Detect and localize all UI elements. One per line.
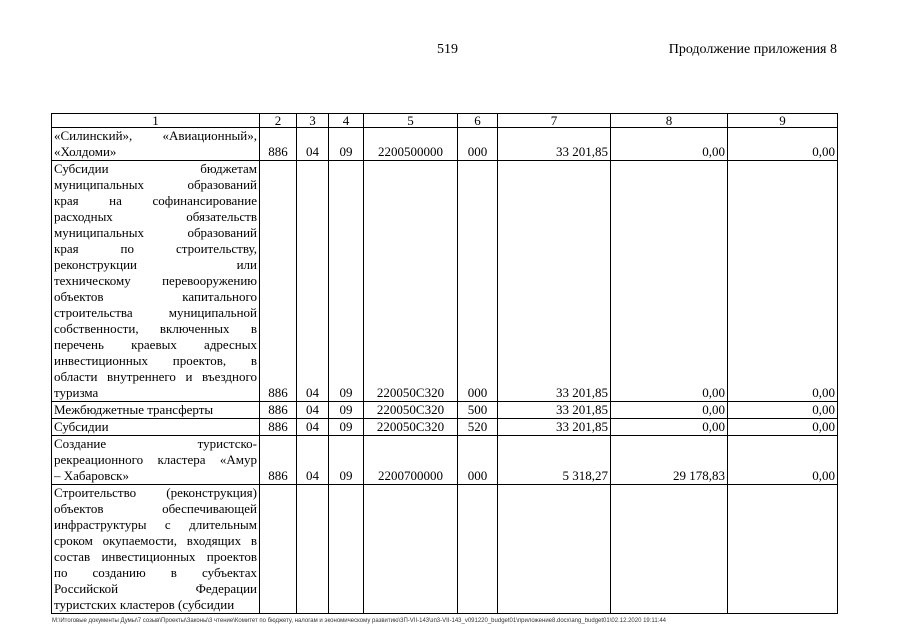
header-row (52, 114, 838, 128)
row-name-line: строительства муниципальной (54, 305, 257, 320)
col-header: 4 (329, 114, 364, 128)
row-name-line: инвестиционных проектов, в (54, 353, 257, 368)
col-header: 3 (297, 114, 329, 128)
cell-c6: 000 (458, 161, 498, 402)
row-name-cell (52, 485, 260, 614)
col-header: 7 (498, 114, 611, 128)
cell-c9: 0,00 (728, 419, 838, 436)
col-header: 6 (458, 114, 498, 128)
cell-c2: 886 (260, 436, 297, 485)
cell-c3 (297, 485, 329, 614)
cell-c3: 04 (297, 402, 329, 419)
row-name-line: реконструкции или (54, 257, 257, 272)
col-header: 8 (611, 114, 728, 128)
cell-c5: 220050С320 (364, 161, 458, 402)
row-name-line: техническому перевооружению (54, 273, 257, 288)
cell-c6: 000 (458, 436, 498, 485)
row-name-line: Субсидии бюджетам (54, 161, 257, 176)
cell-c8: 29 178,83 (611, 436, 728, 485)
cell-c6: 000 (458, 128, 498, 161)
cell-c9 (728, 485, 838, 614)
cell-c3: 04 (297, 419, 329, 436)
row-name-cell (52, 128, 260, 161)
row-name-line: «Силинский», «Авиационный», (54, 128, 257, 143)
row-name-line: сроком окупаемости, входящих в (54, 533, 257, 548)
cell-c8: 0,00 (611, 161, 728, 402)
row-name-line: расходных обязательств (54, 209, 257, 224)
row-name-line: муниципальных образований (54, 225, 257, 240)
row-name-line: области внутреннего и въездного (54, 369, 257, 384)
cell-c5: 220050С320 (364, 419, 458, 436)
cell-c5: 2200500000 (364, 128, 458, 161)
cell-c6 (458, 485, 498, 614)
cell-c2: 886 (260, 128, 297, 161)
row-name-line: рекреационного кластера «Амур (54, 452, 257, 467)
cell-c6: 500 (458, 402, 498, 419)
row-name-line: Создание туристско- (54, 436, 257, 451)
cell-c9: 0,00 (728, 436, 838, 485)
cell-c4: 09 (329, 402, 364, 419)
cell-c2 (260, 485, 297, 614)
row-name-line: объектов обеспечивающей (54, 501, 257, 516)
row-name-line: Строительство (реконструкция) (54, 485, 257, 500)
row-name-line: муниципальных образований (54, 177, 257, 192)
row-name-line: Субсидии (54, 419, 109, 434)
row-name-line: края на софинансирование (54, 193, 257, 208)
table-row (52, 419, 838, 436)
cell-c6: 520 (458, 419, 498, 436)
file-path-footer: М:\Итоговые документы Думы\7 созыв\Проекты\Законы\3 чтение\Комитет по бюджету, налогам и экономическому развитию\3П-VII-143\зп3-VII-143_v091220_budget01\приложение8.docx\ang_budget01\02.12.2020 19:11:44 (52, 618, 666, 624)
cell-c5: 220050С320 (364, 402, 458, 419)
cell-c9: 0,00 (728, 402, 838, 419)
cell-c3: 04 (297, 436, 329, 485)
row-name-line: туристских кластеров (субсидии (54, 597, 235, 612)
row-name-line: перечень краевых адресных (54, 337, 257, 352)
cell-c4: 09 (329, 419, 364, 436)
col-header: 9 (728, 114, 838, 128)
cell-c4: 09 (329, 128, 364, 161)
cell-c7: 5 318,27 (498, 436, 611, 485)
cell-c8: 0,00 (611, 128, 728, 161)
cell-c8: 0,00 (611, 419, 728, 436)
cell-c7: 33 201,85 (498, 419, 611, 436)
col-header: 5 (364, 114, 458, 128)
table-row (52, 161, 838, 402)
cell-c9: 0,00 (728, 161, 838, 402)
table-row (52, 402, 838, 419)
row-name-line: объектов капитального (54, 289, 257, 304)
budget-table (51, 113, 838, 614)
cell-c8 (611, 485, 728, 614)
cell-c9: 0,00 (728, 128, 838, 161)
cell-c7: 33 201,85 (498, 128, 611, 161)
table-row (52, 436, 838, 485)
cell-c5 (364, 485, 458, 614)
row-name-line: – Хабаровск» (54, 468, 129, 483)
row-name-line: Межбюджетные трансферты (54, 402, 214, 417)
cell-c4: 09 (329, 161, 364, 402)
appendix-continuation-title: Продолжение приложения 8 (668, 42, 837, 57)
cell-c2: 886 (260, 161, 297, 402)
row-name-cell (52, 402, 260, 419)
cell-c7 (498, 485, 611, 614)
cell-c4 (329, 485, 364, 614)
row-name-line: Российской Федерации (54, 581, 257, 596)
cell-c3: 04 (297, 128, 329, 161)
cell-c7: 33 201,85 (498, 402, 611, 419)
row-name-cell (52, 161, 260, 402)
row-name-line: инфраструктуры с длительным (54, 517, 257, 532)
cell-c8: 0,00 (611, 402, 728, 419)
col-header: 1 (52, 114, 260, 128)
row-name-cell (52, 436, 260, 485)
row-name-line: состав инвестиционных проектов (54, 549, 257, 564)
row-name-line: собственности, включенных в (54, 321, 257, 336)
row-name-line: по созданию в субъектах (54, 565, 257, 580)
row-name-line: края по строительству, (54, 241, 257, 256)
cell-c2: 886 (260, 402, 297, 419)
cell-c5: 2200700000 (364, 436, 458, 485)
row-name-line: туризма (54, 385, 99, 400)
col-header: 2 (260, 114, 297, 128)
cell-c4: 09 (329, 436, 364, 485)
table-row (52, 128, 838, 161)
table-row (52, 485, 838, 614)
cell-c3: 04 (297, 161, 329, 402)
cell-c2: 886 (260, 419, 297, 436)
page-number: 519 (437, 42, 458, 57)
row-name-cell (52, 419, 260, 436)
row-name-line: «Холдоми» (54, 144, 117, 159)
cell-c7: 33 201,85 (498, 161, 611, 402)
